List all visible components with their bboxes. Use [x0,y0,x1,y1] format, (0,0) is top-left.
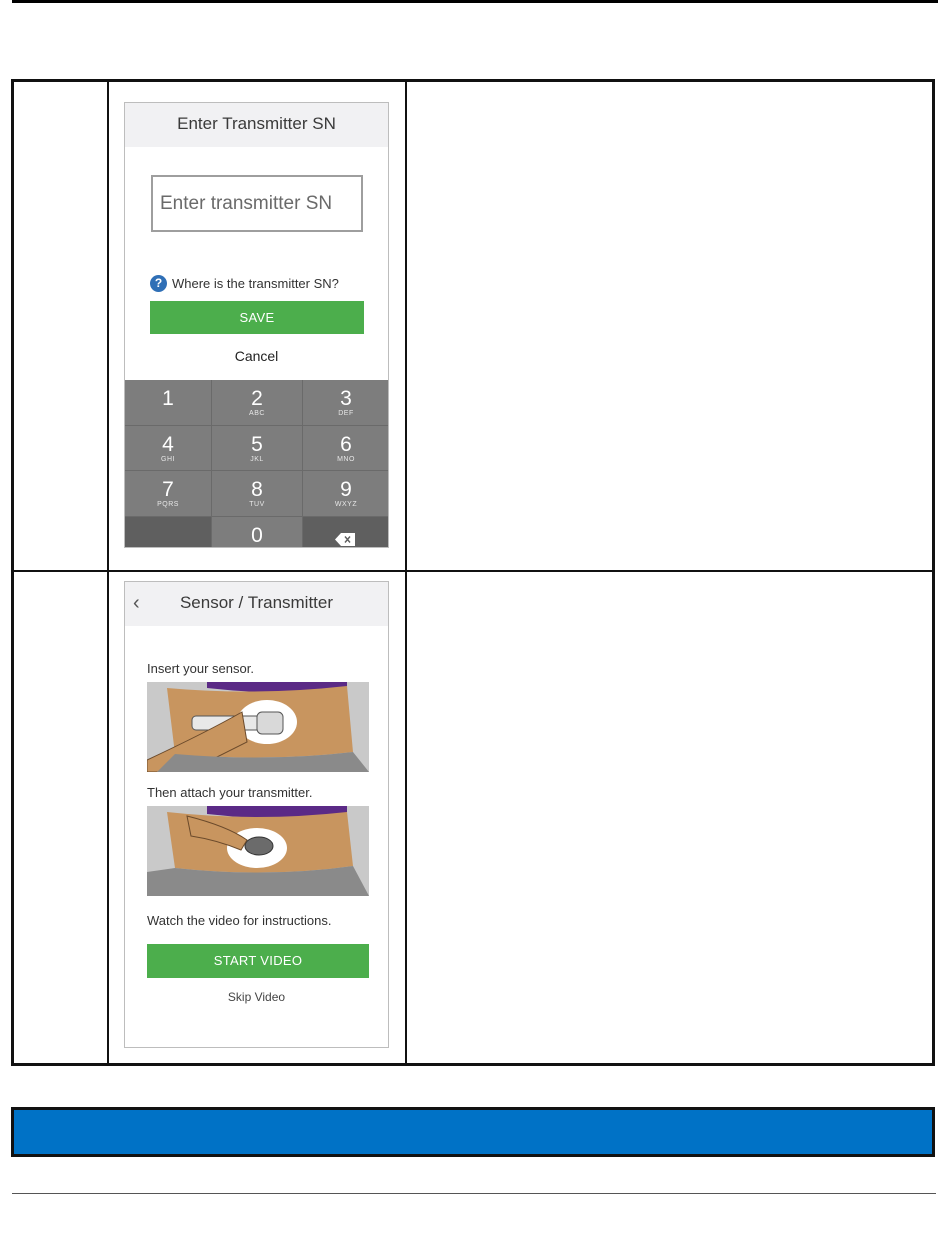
key-digit: 0 [251,524,263,547]
key-letters: DEF [338,410,354,417]
backspace-icon [335,533,355,546]
key-7[interactable] [125,471,212,517]
key-letters: MNO [337,456,355,463]
key-letters: GHI [161,456,175,463]
screen-header [125,103,388,147]
screen-title: Sensor / Transmitter [179,593,334,612]
key-digit: 9 [340,478,352,501]
sensor-transmitter-screen [124,581,389,1048]
key-digit: 6 [340,433,352,456]
cancel-button[interactable]: Cancel [234,348,279,364]
key-digit: 3 [340,387,352,410]
top-rule [12,0,938,3]
key-digit: 4 [162,433,174,456]
key-digit: 2 [251,387,263,410]
key-letters: JKL [250,456,264,463]
numeric-keypad [125,380,389,548]
key-digit: 7 [162,478,174,501]
key-letters: ABC [249,410,265,417]
table-row-divider [11,570,935,572]
step1-text: Insert your sensor. [147,661,254,676]
key-digit: 5 [251,433,263,456]
key-1[interactable] [125,380,212,426]
save-button[interactable]: SAVE [150,301,364,334]
key-digit: 1 [162,387,174,410]
key-6[interactable] [303,426,389,471]
key-letters: PQRS [157,501,179,508]
question-circle-icon: ? [150,275,167,292]
watch-instructions-text: Watch the video for instructions. [147,913,332,928]
help-link[interactable] [150,273,339,293]
start-video-button[interactable]: START VIDEO [147,944,369,978]
key-4[interactable] [125,426,212,471]
skip-video-link[interactable]: Skip Video [227,990,286,1004]
help-link-text: Where is the transmitter SN? [172,275,339,291]
step2-text: Then attach your transmitter. [147,785,313,800]
section-header-bar [11,1107,935,1157]
screen-title: Enter Transmitter SN [177,114,336,133]
key-letters: WXYZ [334,501,358,508]
chevron-left-icon[interactable]: ‹ [133,592,140,614]
key-5[interactable] [212,426,303,471]
key-digit: 8 [251,478,263,501]
attach-transmitter-image [147,806,369,896]
key-0[interactable] [212,517,303,548]
transmitter-sn-screen [124,102,389,548]
table-divider-1 [107,79,109,1066]
backspace-key[interactable] [303,517,389,548]
table-divider-2 [405,79,407,1066]
key-2[interactable] [212,380,303,426]
transmitter-sn-input[interactable] [151,175,363,232]
screen-header [125,582,388,626]
insert-sensor-image [147,682,369,772]
footer-rule [12,1193,936,1194]
key-3[interactable] [303,380,389,426]
key-letters: TUV [249,501,265,508]
key-blank [125,517,212,548]
key-8[interactable] [212,471,303,517]
key-9[interactable] [303,471,389,517]
